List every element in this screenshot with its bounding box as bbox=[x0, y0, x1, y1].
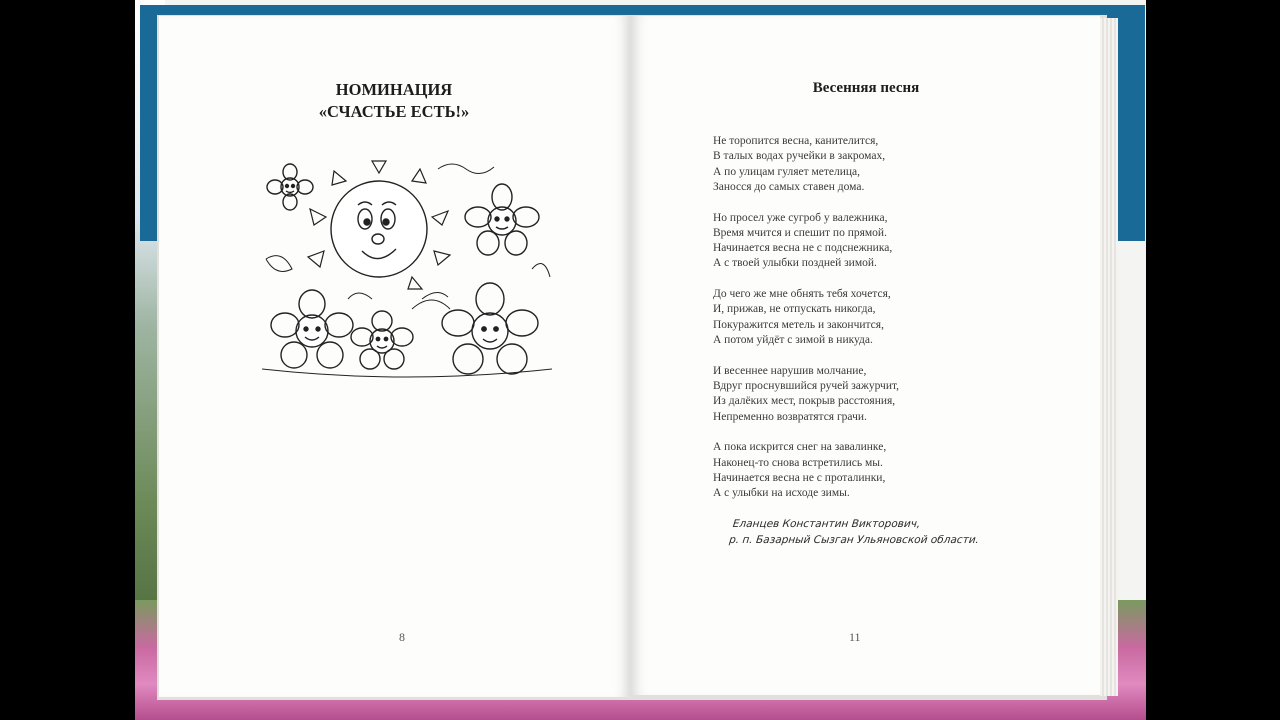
author-name: Еланцев Константин Викторович, bbox=[732, 518, 921, 530]
flower-icon bbox=[351, 311, 413, 369]
book-viewer bbox=[135, 0, 1146, 720]
left-page[interactable] bbox=[159, 16, 629, 697]
poem-line: А с улыбки на исходе зимы. bbox=[713, 487, 850, 500]
author-signature bbox=[730, 516, 981, 548]
page-number: 11 bbox=[849, 630, 861, 644]
poem-line: А пока искрится снег на завалинке, bbox=[713, 441, 887, 454]
poem-line: Из далёких мест, покрыв расстояния, bbox=[713, 395, 896, 408]
poem-stanza bbox=[713, 287, 899, 348]
poem-stanza bbox=[713, 364, 899, 425]
poem-line: Вдруг проснувшийся ручей зажурчит, bbox=[713, 380, 900, 393]
poem-line: Заносся до самых ставен дома. bbox=[713, 180, 865, 193]
poem-line: Но просел уже сугроб у валежника, bbox=[713, 211, 888, 224]
nomination-heading: НОМИНАЦИЯ bbox=[335, 80, 453, 99]
poem-line: Время мчится и спешит по прямой. bbox=[713, 226, 887, 239]
page-number: 8 bbox=[399, 630, 405, 644]
poem-line: Начинается весна не с проталинки, bbox=[713, 471, 886, 484]
page-edges bbox=[1100, 18, 1118, 696]
poem-line: Не торопится весна, канителится, bbox=[713, 135, 879, 147]
flower-icon bbox=[271, 290, 353, 368]
right-page[interactable] bbox=[632, 16, 1100, 695]
poem-line: И, прижав, не отпускать никогда, bbox=[713, 303, 876, 316]
poem-line: До чего же мне обнять тебя хочется, bbox=[713, 288, 891, 301]
poem-title: Весенняя песня bbox=[812, 80, 920, 96]
author-location: р. п. Базарный Сызган Ульяновской области. bbox=[728, 534, 980, 546]
poem-line: А потом уйдёт с зимой в никуда. bbox=[713, 334, 873, 347]
poem-line: Наконец-то снова встретились мы. bbox=[713, 456, 883, 469]
nomination-title: «СЧАСТЬЕ ЕСТЬ!» bbox=[318, 102, 470, 121]
poem-line: В талых водах ручейки в закромах, bbox=[713, 150, 886, 163]
sun-flowers-illustration bbox=[262, 159, 552, 384]
sun-icon bbox=[308, 161, 450, 289]
poem-line: Непременно возвратятся грачи. bbox=[713, 410, 867, 423]
poem-line: А по улицам гуляет метелица, bbox=[713, 165, 861, 178]
poem-text bbox=[713, 134, 899, 517]
poem-stanza bbox=[713, 211, 899, 272]
poem-stanza bbox=[713, 134, 899, 195]
poem-line: И весеннее нарушив молчание, bbox=[713, 364, 867, 377]
poem-line: Начинается весна не с подснежника, bbox=[713, 242, 893, 255]
poem-stanza bbox=[713, 440, 899, 501]
poem-line: А с твоей улыбки поздней зимой. bbox=[713, 257, 877, 270]
flower-icon bbox=[442, 283, 538, 374]
daisy-icon bbox=[465, 184, 539, 255]
flower-icon bbox=[267, 164, 313, 210]
poem-line: Покуражится метель и закончится, bbox=[713, 318, 884, 331]
